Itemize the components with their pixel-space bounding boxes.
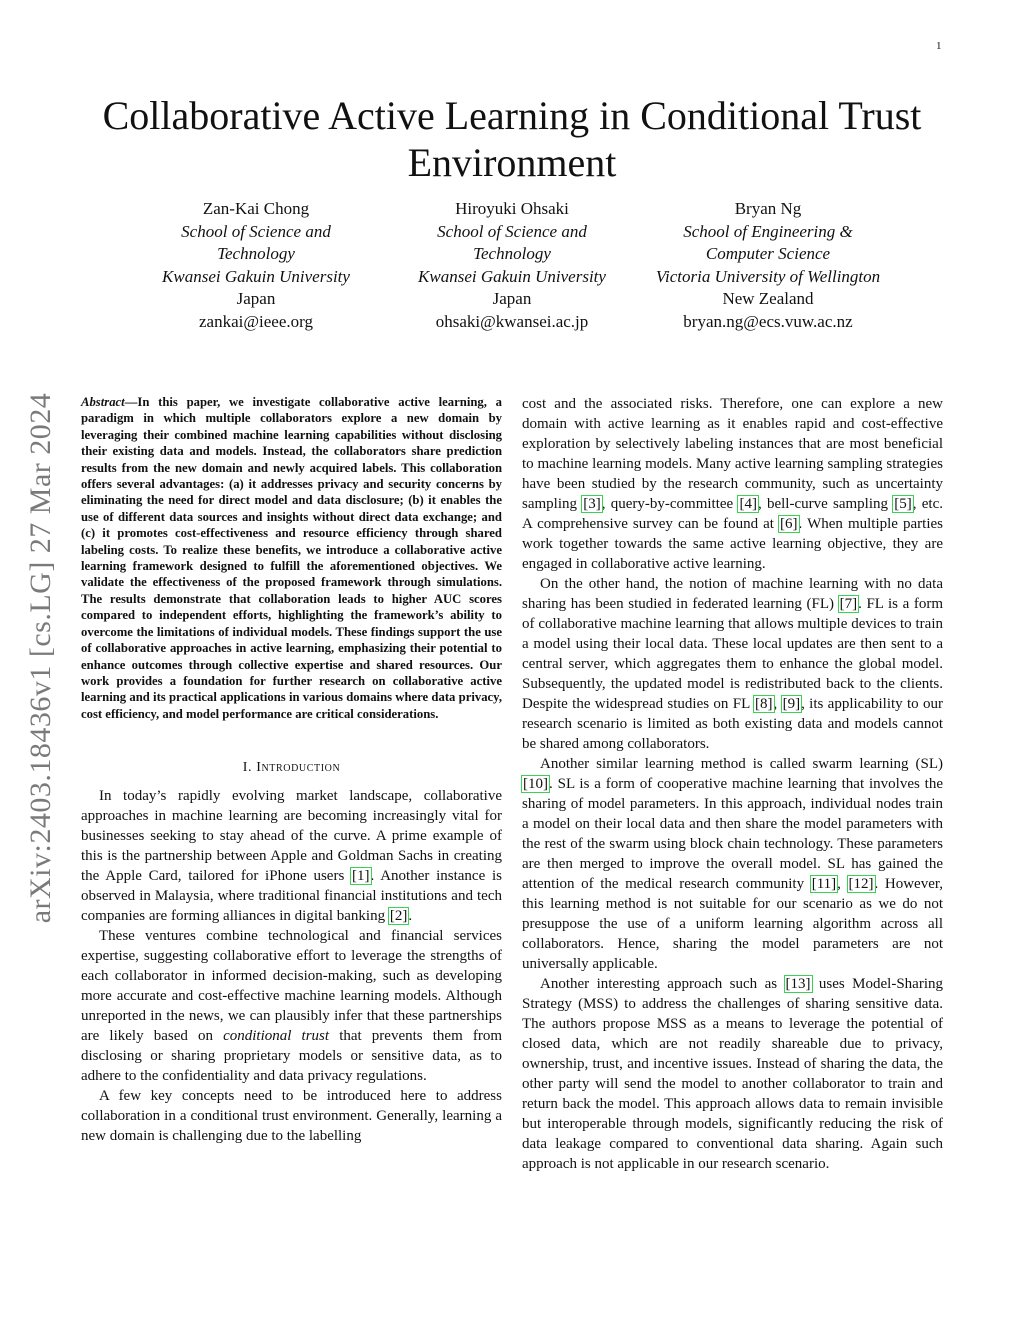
author-affiliation: Technology [217,244,295,263]
citation-link[interactable]: [13] [785,976,811,992]
paragraph-text: , etc. A comprehensive survey can be found at [522,496,943,532]
author-3 [640,198,896,333]
section-title: Introduction [256,760,341,776]
intro-paragraph-mss [522,974,943,1174]
author-email: ohsaki@kwansei.ac.jp [435,311,589,331]
intro-paragraph-sl [522,754,943,974]
citation-link[interactable]: [8] [755,696,773,712]
page-number: 1 [936,40,942,52]
emphasis-term: conditional trust [223,1028,330,1045]
author-name: Hiroyuki Ohsaki [455,199,569,218]
author-country: Japan [236,289,276,308]
citation-link[interactable]: [12] [848,876,874,892]
paragraph-text: , query-by-committee [601,496,739,512]
citation-link[interactable]: [9] [782,696,801,712]
citation-link[interactable]: [6] [780,516,798,532]
intro-paragraph-fl [522,574,943,754]
author-country: New Zealand [722,289,814,308]
paragraph-text: cost and the associated risks. Therefore, one can explore a new domain with active learning as it enables rapid and cost-effective exploration by selectively labeling instances that are most beneficial to machine learning models. Many active learning sampling strategies have been studied by the research community, such as uncertainty sampling [522,396,943,512]
author-country: Japan [492,289,532,308]
citation-link[interactable]: [7] [839,596,858,612]
paragraph-text: that prevents them from disclosing or sharing proprietary models or sensitive data, as to adhere to the confidentiality and data privacy regulations. [81,1028,503,1085]
arxiv-stamp: arXiv:2403.18436v1 [cs.LG] 27 Mar 2024 [24,392,57,924]
author-email: bryan.ng@ecs.vuw.ac.nz [683,311,853,331]
right-column [522,394,943,1174]
paragraph-text: , its applicability to our research scenario is limited as both existing data and models cannot be shared among collaborators. [522,696,943,752]
citation-link[interactable]: [1] [352,868,370,885]
paragraph-text: . SL is a form of cooperative machine learning that involves the sharing of model parameters. In this approach, individual nodes train a model on their local data and then share the model parameters with the rest of the swarm using block chain technology. These parameters are then merged to improve the overall model. SL has gained the attention of the medical research community [522,776,943,892]
author-2 [384,198,640,333]
citation-link[interactable]: [11] [811,876,837,892]
author-name: Zan-Kai Chong [202,199,310,218]
paragraph-text: On the other hand, the notion of machine learning with no data sharing has been studied in federated learning (FL) [522,576,943,612]
paragraph-text: Another interesting approach such as [540,976,785,992]
citation-link[interactable]: [3] [583,496,601,512]
intro-paragraph-3 [81,1086,502,1146]
paragraph-text: , bell-curve sampling [757,496,894,512]
paragraph-text: A few key concepts need to be introduced here to address collaboration in a conditional trust environment. Generally, learning a new domain is challenging due to the labelling [81,1088,502,1145]
section-number: I. [242,760,257,776]
section-heading-introduction [81,760,502,776]
citation-link[interactable]: [10] [523,776,548,792]
paragraph-text: These ventures combine technological and financial services expertise, suggesting collaborative effort to leverage the strengths of each collaborator in informed decision-making, such as developing more accurate and cost-effective machine learning models. Although unreported in the news, we can plausibly infer that these partnerships are likely based on [81,928,502,1045]
author-affiliation: School of Engineering & [683,221,853,241]
citation-link[interactable]: [4] [739,496,757,512]
author-institution: Kwansei Gakuin University [162,266,350,286]
paragraph-text: . However, this learning method is not suitable for our scenario as we do not presuppose the use of a uniform learning algorithm across all collaborators. Hence, sharing the model parameters are not universally applicable. [522,876,943,972]
author-institution: Victoria University of Wellington [655,266,881,286]
citation-link[interactable]: [5] [894,496,912,512]
author-affiliation: School of Science and [437,221,587,241]
paragraph-text: . [408,908,413,925]
abstract-text: —In this paper, we investigate collaborative active learning, a paradigm in which multiple collaborators explore a new domain by leveraging their combined machine learning capabilities without disclosing their existing data and models. Instead, the collaborators share prediction results from the new domain and newly acquired labels. This collaboration offers several advantages: (a) it addresses privacy and security concerns by eliminating the need for direct model and data disclosure; (b) it enables the use of different data sources and insights without direct data exchange; and (c) it promotes cost-effectiveness and resource efficiency through shared labeling costs. To realize these benefits, we introduce a collaborative active learning framework designed to fulfill the aforementioned objectives. We validate the effectiveness of the proposed framework through simulations. The results demonstrate that collaboration leads to higher AUC scores compared to independent efforts, highlighting the framework’s ability to overcome the limitations of individual models. These findings support the use of collaborative approaches in active learning, emphasizing their potential to enhance outcomes through collective expertise and shared resources. Our work provides a foundation for further research on collaborative active learning and its practical applications in various domains where data privacy, cost efficiency, and model performance are critical considerations. [81,395,502,721]
author-email: zankai@ieee.org [199,311,313,331]
paper-title: Collaborative Active Learning in Conditional Trust Environment [102,93,922,185]
paragraph-text: . When multiple parties work together towards the same active learning objective, they are engaged in collaborative active learning. [522,516,943,572]
author-affiliation: Technology [473,244,551,263]
author-name: Bryan Ng [734,199,802,218]
left-column [81,394,502,1146]
paragraph-text: , [773,696,782,712]
abstract [81,394,502,722]
author-affiliation: Computer Science [705,244,831,263]
intro-paragraph-1 [81,786,502,926]
intro-paragraph-2 [81,926,502,1086]
abstract-label: Abstract [81,395,125,409]
author-1 [128,198,384,333]
citation-link[interactable]: [2] [389,908,408,925]
author-institution: Kwansei Gakuin University [418,266,606,286]
paragraph-text: Another similar learning method is called swarm learning (SL) [540,756,943,772]
paragraph-text: . Another instance is observed in Malaysia, where traditional financial institutions and tech companies are forming alliances in digital banking [81,868,502,925]
paragraph-text: uses Model-Sharing Strategy (MSS) to address the challenges of sharing sensitive data. The authors propose MSS as a means to leverage the potential of closed data, which are not readily shareable due to privacy, ownership, trust, and incentive issues. Instead of sharing the data, the other party will send the model to another collaborator to train and return back the model. This approach allows data to remain invisible but interoperable through models, significantly reducing the risk of data leakage compared to conventional data sharing. Again such approach is not applicable in our research scenario. [522,976,943,1172]
intro-paragraph-continued [522,394,943,574]
paragraph-text: In today’s rapidly evolving market landscape, collaborative approaches in machine learning are becoming increasingly vital for businesses seeking to stay ahead of the curve. A prime example of this is the partnership between Apple and Goldman Sachs in creating the Apple Card, tailored for iPhone users [81,788,502,885]
paragraph-text: . FL is a form of collaborative machine learning that allows multiple devices to train a model using their local data. These local updates are then sent to a central server, which aggregates them to enhance the global model. Subsequently, the updated model is redistributed back to the clients. Despite the widespread studies on FL [522,596,943,712]
author-affiliation: School of Science and [181,221,331,241]
paragraph-text: , [837,876,848,892]
